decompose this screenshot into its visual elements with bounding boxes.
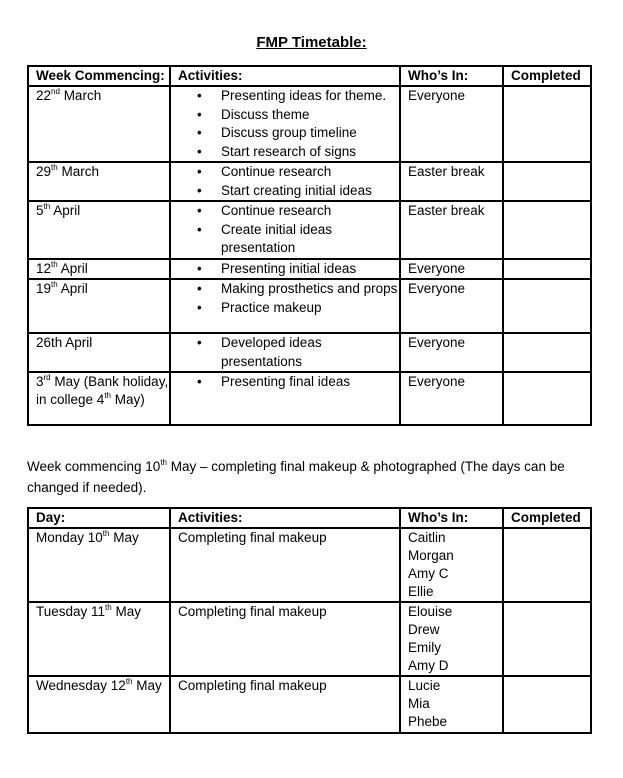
final-week-table bbox=[27, 507, 592, 734]
activities-cell bbox=[170, 372, 400, 425]
whos-in-text: Everyone bbox=[408, 88, 466, 103]
completed-cell[interactable] bbox=[503, 259, 591, 280]
table-row bbox=[28, 528, 591, 602]
day-text: Tuesday 11 bbox=[36, 604, 106, 619]
table-row bbox=[28, 86, 591, 162]
whos-in-cell bbox=[400, 372, 503, 425]
activity-item: • Developed ideas presentations bbox=[221, 334, 399, 371]
whos-in-cell bbox=[400, 279, 503, 333]
person-name: Phebe bbox=[408, 714, 448, 729]
activity-item: • Making prosthetics and props bbox=[221, 280, 399, 299]
date-text: March bbox=[59, 88, 102, 103]
date-text: March bbox=[57, 164, 99, 179]
table-row bbox=[28, 259, 591, 280]
whos-in-cell bbox=[400, 86, 503, 162]
activity-cell bbox=[170, 528, 400, 602]
whos-in-cell bbox=[400, 201, 503, 259]
person-name: Morgan bbox=[408, 548, 454, 563]
table-row bbox=[28, 162, 591, 201]
activities-cell bbox=[170, 86, 400, 162]
person-name: Drew bbox=[408, 622, 440, 637]
activity-item: • Start creating initial ideas bbox=[221, 182, 399, 201]
activity-item: • Presenting initial ideas bbox=[221, 260, 399, 279]
date-sup: th bbox=[51, 259, 58, 269]
date-text: April bbox=[57, 281, 88, 296]
whos-in-cell bbox=[400, 333, 503, 372]
day-cell bbox=[28, 676, 170, 733]
whos-in-text: Easter break bbox=[408, 203, 485, 218]
person-name: Caitlin bbox=[408, 530, 446, 545]
activities-cell bbox=[170, 162, 400, 201]
date-text: May (Bank holiday, in college bbox=[36, 374, 169, 407]
week-cell bbox=[28, 372, 170, 425]
completed-cell[interactable] bbox=[503, 279, 591, 333]
activity-list bbox=[171, 163, 399, 200]
activity-list bbox=[171, 280, 399, 317]
table-header-row bbox=[28, 66, 591, 86]
date-sup: th bbox=[43, 202, 51, 211]
whos-in-cell bbox=[400, 259, 503, 280]
activity-item: • Continue research bbox=[221, 202, 399, 221]
activity-list bbox=[171, 334, 399, 371]
note-text: Week commencing 10 bbox=[27, 459, 161, 474]
completed-cell[interactable] bbox=[503, 676, 591, 733]
header-completed: Completed bbox=[503, 508, 591, 528]
activity-item: • Continue research bbox=[221, 163, 399, 182]
whos-in-text: Easter break bbox=[408, 164, 485, 179]
week-note bbox=[27, 456, 597, 498]
header-completed: Completed bbox=[503, 66, 591, 86]
fmp-timetable-table bbox=[27, 65, 592, 426]
activities-cell bbox=[170, 259, 400, 280]
day-text: Monday 10 bbox=[36, 530, 103, 545]
person-name: Elouise bbox=[408, 604, 453, 619]
note-text-rest: May – completing final makeup & photographed (The days can be changed if needed). bbox=[27, 459, 565, 495]
whos-in-text: Everyone bbox=[408, 374, 466, 389]
activity-text: Completing final makeup bbox=[178, 530, 327, 545]
date-sup: th bbox=[51, 163, 58, 172]
date-text: 26th April bbox=[36, 335, 93, 350]
page-title: FMP Timetable: bbox=[256, 34, 367, 51]
whos-in-text: Everyone bbox=[408, 281, 466, 296]
person-name: Lucie bbox=[408, 678, 441, 693]
header-activities: Activities: bbox=[170, 508, 400, 528]
week-cell bbox=[28, 201, 170, 259]
person-name: Amy C bbox=[408, 566, 449, 581]
day-sup: th bbox=[105, 603, 112, 612]
note-sup: th bbox=[160, 458, 167, 467]
date-sup: rd bbox=[43, 373, 51, 382]
date-text: 22 bbox=[36, 88, 52, 103]
person-name: Ellie bbox=[408, 584, 434, 599]
day-text: May bbox=[132, 678, 162, 693]
date-text: April bbox=[50, 203, 81, 218]
person-name: Mia bbox=[408, 696, 430, 711]
activity-list bbox=[171, 202, 399, 258]
day-cell bbox=[28, 602, 170, 676]
activity-item: • Presenting ideas for theme. bbox=[221, 87, 399, 106]
activity-cell bbox=[170, 676, 400, 733]
table-row bbox=[28, 602, 591, 676]
day-text: May bbox=[111, 604, 141, 619]
week-cell bbox=[28, 162, 170, 201]
activity-list bbox=[171, 87, 399, 161]
header-activities: Activities: bbox=[170, 66, 400, 86]
date-text: 19 bbox=[36, 281, 52, 296]
completed-cell[interactable] bbox=[503, 86, 591, 162]
date-text: 5 bbox=[36, 203, 44, 218]
activity-item: • Discuss theme bbox=[221, 106, 399, 125]
activity-list bbox=[171, 373, 399, 392]
date-text: 3 bbox=[36, 374, 44, 389]
week-cell bbox=[28, 86, 170, 162]
header-whos-in: Who’s In: bbox=[400, 508, 503, 528]
date-sup: nd bbox=[51, 87, 60, 96]
activity-item: • Create initial ideas presentation bbox=[221, 221, 399, 258]
header-day: Day: bbox=[28, 508, 170, 528]
whos-in-cell bbox=[400, 676, 503, 733]
header-whos-in: Who’s In: bbox=[400, 66, 503, 86]
date-text: May) bbox=[110, 392, 145, 407]
activities-cell bbox=[170, 333, 400, 372]
activity-item: • Discuss group timeline bbox=[221, 124, 399, 143]
activity-text: Completing final makeup bbox=[178, 678, 327, 693]
whos-in-cell bbox=[400, 602, 503, 676]
date-text: 4 bbox=[96, 392, 105, 407]
day-text: Wednesday 12 bbox=[36, 678, 126, 693]
table-row bbox=[28, 279, 591, 333]
date-text: 29 bbox=[36, 164, 52, 179]
table-row bbox=[28, 676, 591, 733]
completed-cell[interactable] bbox=[503, 162, 591, 201]
activities-cell bbox=[170, 279, 400, 333]
date-sup: th bbox=[51, 280, 58, 289]
person-name: Emily bbox=[408, 640, 441, 655]
date-text: April bbox=[57, 260, 88, 276]
activity-text: Completing final makeup bbox=[178, 604, 327, 619]
activity-item: • Practice makeup bbox=[221, 299, 399, 318]
whos-in-cell bbox=[400, 528, 503, 602]
completed-cell[interactable] bbox=[503, 372, 591, 425]
person-name: Amy D bbox=[408, 658, 449, 673]
activity-cell bbox=[170, 602, 400, 676]
day-text: May bbox=[109, 530, 139, 545]
table-row bbox=[28, 201, 591, 259]
date-text: 12 bbox=[36, 260, 52, 276]
whos-in-cell bbox=[400, 162, 503, 201]
whos-in-text: Everyone bbox=[408, 335, 466, 350]
completed-cell[interactable] bbox=[503, 333, 591, 372]
day-cell bbox=[28, 528, 170, 602]
date-sup: th bbox=[104, 391, 111, 400]
table-row bbox=[28, 333, 591, 372]
activities-cell bbox=[170, 201, 400, 259]
completed-cell[interactable] bbox=[503, 201, 591, 259]
whos-in-text: Everyone bbox=[408, 260, 466, 276]
week-cell bbox=[28, 279, 170, 333]
table-row bbox=[28, 372, 591, 425]
activity-item: • Presenting final ideas bbox=[221, 373, 399, 392]
header-week: Week Commencing: bbox=[28, 66, 170, 86]
week-cell bbox=[28, 259, 170, 280]
day-sup: th bbox=[102, 529, 110, 538]
activity-item: • Start research of signs bbox=[221, 143, 399, 162]
day-sup: th bbox=[125, 677, 133, 686]
completed-cell[interactable] bbox=[503, 602, 591, 676]
week-cell bbox=[28, 333, 170, 372]
activity-list bbox=[171, 260, 399, 279]
completed-cell[interactable] bbox=[503, 528, 591, 602]
table-header-row bbox=[28, 508, 591, 528]
